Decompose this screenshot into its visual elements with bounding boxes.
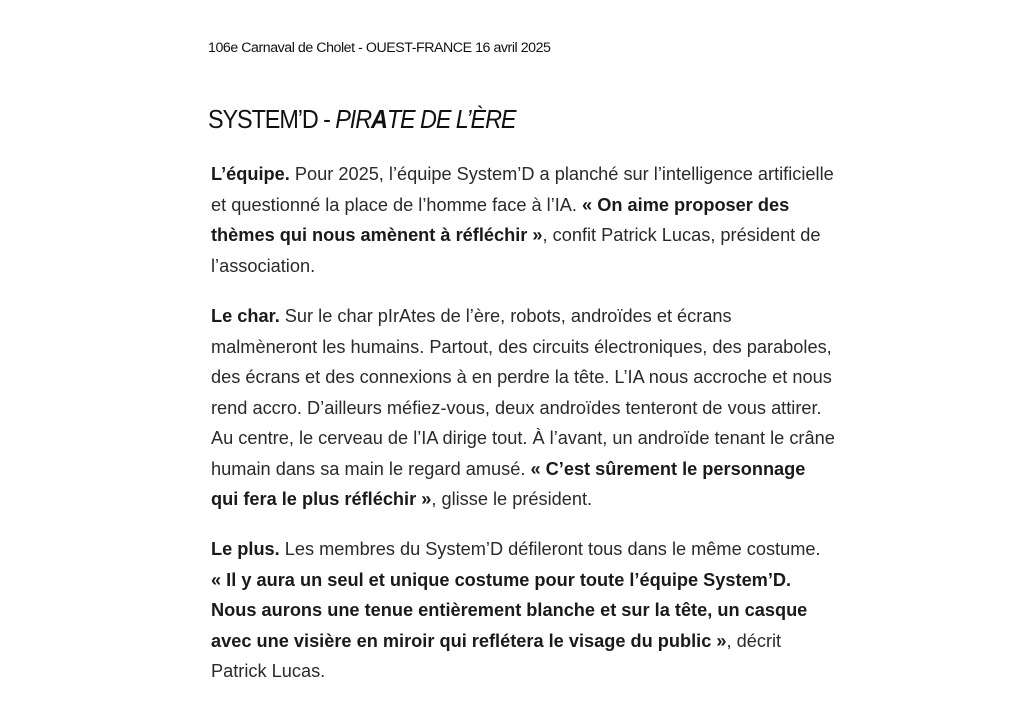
bold-text: Nous aurons une tenue entièrement blanche et sur la tête, un casque: [211, 600, 808, 620]
paragraph-line: [211, 220, 911, 251]
paragraph-line: [211, 190, 911, 221]
paragraph-line: [211, 301, 911, 332]
title-sub-part2: TE DE L’ÈRE: [386, 104, 516, 134]
body-text: Patrick Lucas.: [211, 661, 326, 681]
paragraph-line: [211, 393, 911, 424]
paragraph-equipe: [211, 159, 911, 281]
body-text: malmèneront les humains. Partout, des circuits électroniques, des paraboles,: [211, 336, 832, 357]
bold-text: L’équipe.: [211, 164, 290, 184]
body-text: , confit Patrick Lucas, président de: [542, 225, 821, 245]
bold-text: Le char.: [211, 306, 280, 326]
bold-text: « C’est sûrement le personnage: [530, 458, 806, 479]
body-text: des écrans et des connexions à en perdre la tête. L’IA nous accroche et nous: [211, 367, 832, 387]
paragraph-line: [211, 626, 911, 657]
title-main: SYSTEM’D: [208, 104, 318, 134]
body-text: humain dans sa main le regard amusé.: [211, 458, 531, 479]
title-sub-bold-letter: A: [371, 104, 387, 134]
paragraph-char: [211, 301, 911, 515]
body-text: Au centre, le cerveau de l’IA dirige tout. À l’avant, un androïde tenant le crâne: [211, 428, 835, 448]
paragraph-line: [211, 423, 911, 454]
title-separator: -: [317, 104, 336, 134]
source-header: 106e Carnaval de Cholet - OUEST-FRANCE 16 avril 2025: [208, 40, 551, 56]
article-title: [208, 104, 515, 135]
paragraph-line: [211, 159, 911, 190]
paragraph-line: [211, 332, 911, 363]
paragraph-line: [211, 595, 911, 626]
bold-text: « Il y aura un seul et unique costume pour toute l’équipe System’D.: [211, 569, 792, 590]
paragraph-line: [211, 656, 911, 687]
bold-text: qui fera le plus réfléchir »: [211, 489, 432, 509]
bold-text: « On aime proposer des: [582, 194, 790, 215]
paragraph-line: [211, 565, 911, 596]
paragraph-line: [211, 454, 911, 485]
paragraph-line: [211, 251, 911, 282]
body-text: , décrit: [726, 630, 782, 651]
bold-text: Le plus.: [211, 539, 280, 559]
title-sub-part1: PIR: [335, 104, 372, 134]
paragraph-line: [211, 362, 911, 393]
title-subtitle: [335, 104, 515, 134]
body-text: et questionné la place de l’homme face à l’IA.: [211, 194, 583, 215]
bold-text: thèmes qui nous amènent à réfléchir »: [211, 225, 543, 245]
paragraph-plus: [211, 534, 911, 687]
bold-text: avec une visière en miroir qui reflétera le visage du public »: [211, 630, 727, 651]
body-text: Sur le char pIrAtes de l’ère, robots, androïdes et écrans: [279, 306, 732, 326]
body-text: Les membres du System’D défileront tous dans le même costume.: [279, 539, 821, 559]
paragraph-line: [211, 534, 911, 565]
body-text: rend accro. D’ailleurs méfiez-vous, deux androïdes tenteront de vous attirer.: [211, 397, 822, 418]
body-text: Pour 2025, l’équipe System’D a planché sur l’intelligence artificielle: [289, 164, 834, 184]
paragraph-line: [211, 484, 911, 515]
body-text: , glisse le président.: [431, 489, 593, 509]
body-text: l’association.: [211, 255, 316, 276]
